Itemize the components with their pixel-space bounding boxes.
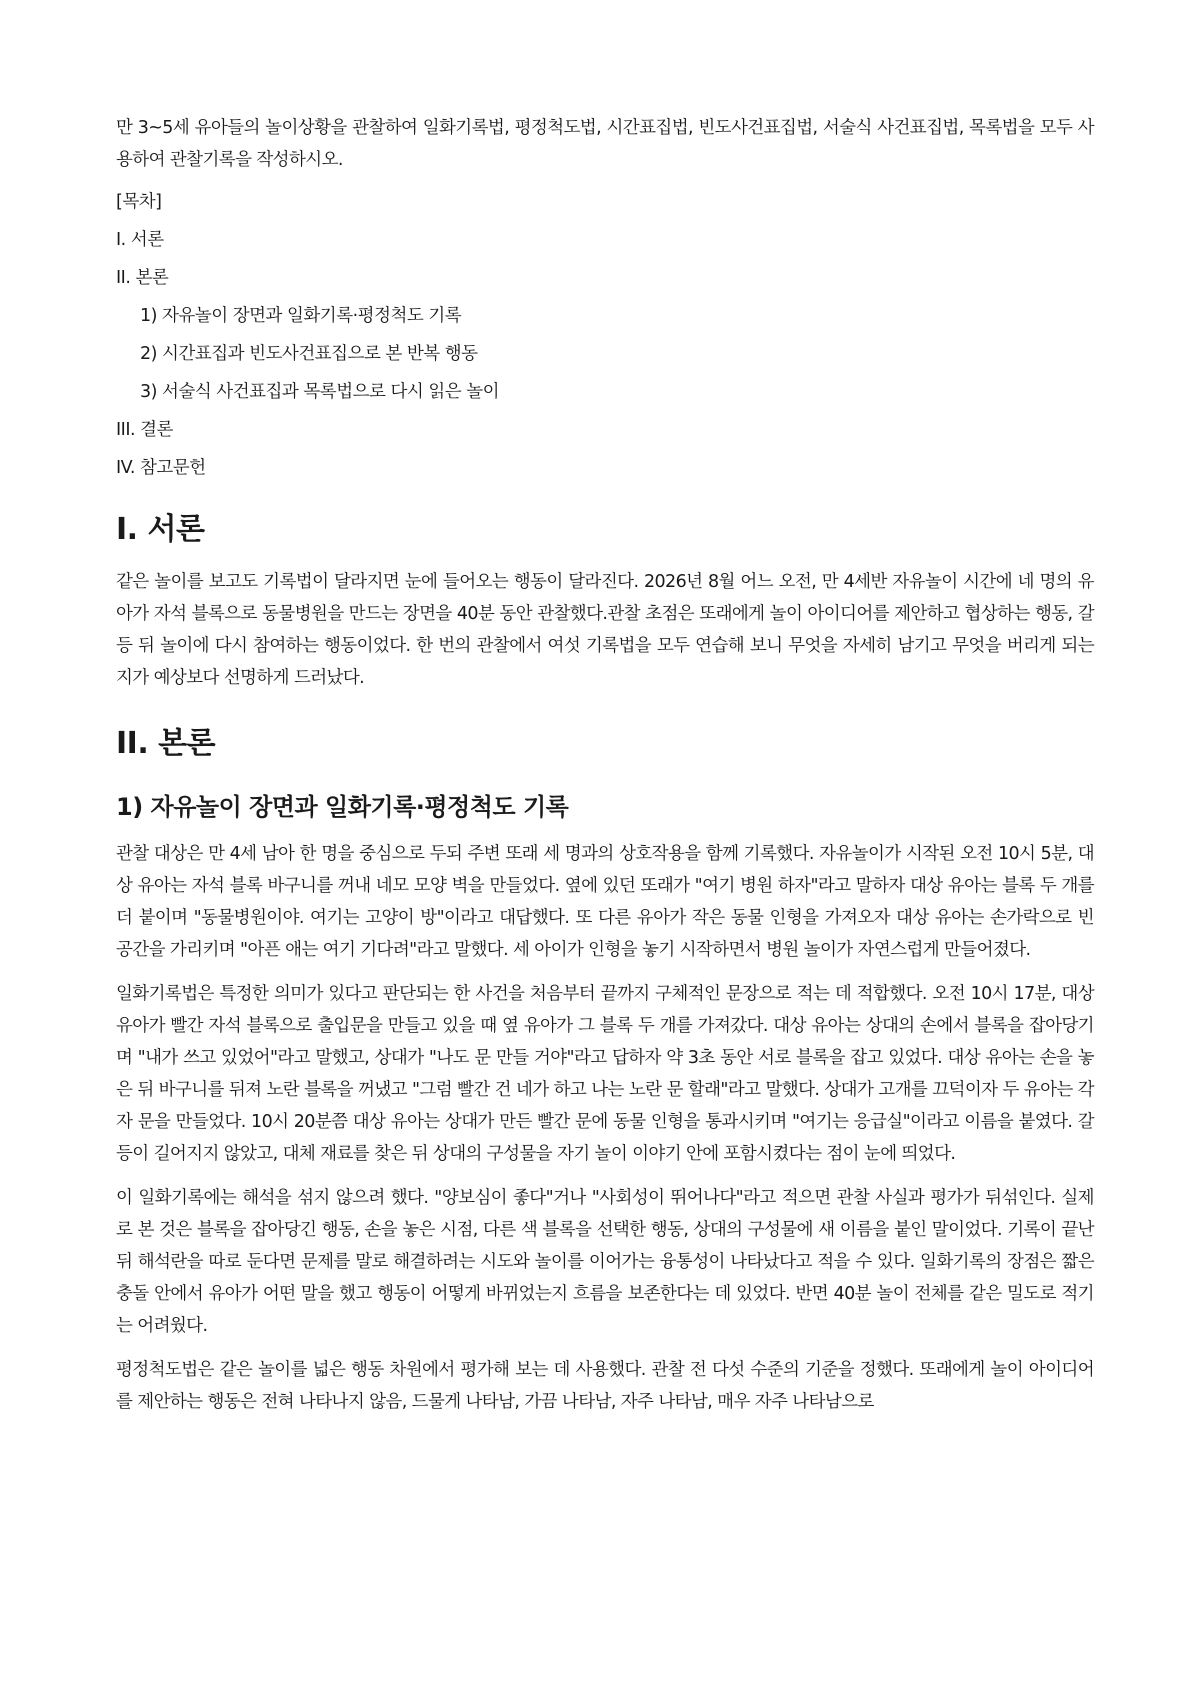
toc-item-references: IV. 참고문헌 (116, 458, 206, 478)
section-heading-introduction: I. 서론 (116, 512, 205, 547)
toc-item-body-2: 2) 시간표집과 빈도사건표집으로 본 반복 행동 (140, 344, 478, 364)
toc-item-intro: I. 서론 (116, 230, 164, 250)
body-paragraph: 평정척도법은 같은 놀이를 넓은 행동 차원에서 평가해 보는 데 사용했다. 관찰 전 다섯 수준의 기준을 정했다. 또래에게 놀이 아이디어를 제안하는 행동은 전혀 나타나지 않음, 드물게 나타남, 가끔 나타남, 자주 나타남, 매우 자주 나타남으로 (116, 1360, 1094, 1412)
toc-item-body-3: 3) 서술식 사건표집과 목록법으로 다시 읽은 놀이 (140, 382, 500, 402)
body-paragraph: 관찰 대상은 만 4세 남아 한 명을 중심으로 두되 주변 또래 세 명과의 상호작용을 함께 기록했다. 자유놀이가 시작된 오전 10시 5분, 대상 유아는 자석 블록 바구니를 꺼내 네모 모양 벽을 만들었다. 옆에 있던 또래가 "여기 병원 하자"라고 말하자 대상 유아는 블록 두 개를 더 붙이며 "동물병원이야. 여기는 고양이 방"이라고 대답했다. 또 다른 유아가 작은 동물 인형을 가져오자 대상 유아는 손가락으로 빈 공간을 가리키며 "아픈 애는 여기 기다려"라고 말했다. 세 아이가 인형을 놓기 시작하면서 병원 놀이가 자연스럽게 만들어졌다. (116, 844, 1094, 960)
body-paragraph: 일화기록법은 특정한 의미가 있다고 판단되는 한 사건을 처음부터 끝까지 구체적인 문장으로 적는 데 적합했다. 오전 10시 17분, 대상 유아가 빨간 자석 블록으로 출입문을 만들고 있을 때 옆 유아가 그 블록 두 개를 가져갔다. 대상 유아는 상대의 손에서 블록을 잡아당기며 "내가 쓰고 있었어"라고 말했고, 상대가 "나도 문 만들 거야"라고 답하자 약 3초 동안 서로 블록을 잡고 있었다. 대상 유아는 손을 놓은 뒤 바구니를 뒤져 노란 블록을 꺼냈고 "그럼 빨간 건 네가 하고 나는 노란 문 할래"라고 말했다. 상대가 고개를 끄덕이자 두 유아는 각자 문을 만들었다. 10시 20분쯤 대상 유아는 상대가 만든 빨간 문에 동물 인형을 통과시키며 "여기는 응급실"이라고 이름을 붙였다. 갈등이 길어지지 않았고, 대체 재료를 찾은 뒤 상대의 구성물을 자기 놀이 이야기 안에 포함시켰다는 점이 눈에 띄었다. (116, 984, 1094, 1164)
toc-item-body-1: 1) 자유놀이 장면과 일화기록·평정척도 기록 (140, 306, 462, 326)
toc-heading: [목차] (116, 192, 162, 212)
subsection-heading-1: 1) 자유놀이 장면과 일화기록·평정척도 기록 (116, 793, 569, 821)
toc-item-body: II. 본론 (116, 268, 169, 288)
document-page (116, 112, 1094, 1430)
assignment-prompt: 만 3~5세 유아들의 놀이상황을 관찰하여 일화기록법, 평정척도법, 시간표집법, 빈도사건표집법, 서술식 사건표집법, 목록법을 모두 사용하여 관찰기록을 작성하시오. (116, 118, 1094, 170)
section-heading-body: II. 본론 (116, 726, 216, 761)
toc-item-conclusion: III. 결론 (116, 420, 173, 440)
body-paragraph: 이 일화기록에는 해석을 섞지 않으려 했다. "양보심이 좋다"거나 "사회성이 뛰어나다"라고 적으면 관찰 사실과 평가가 뒤섞인다. 실제로 본 것은 블록을 잡아당긴 행동, 손을 놓은 시점, 다른 색 블록을 선택한 행동, 상대의 구성물에 새 이름을 붙인 말이었다. 기록이 끝난 뒤 해석란을 따로 둔다면 문제를 말로 해결하려는 시도와 놀이를 이어가는 융통성이 나타났다고 적을 수 있다. 일화기록의 장점은 짧은 충돌 안에서 유아가 어떤 말을 했고 행동이 어떻게 바뀌었는지 흐름을 보존한다는 데 있었다. 반면 40분 놀이 전체를 같은 밀도로 적기는 어려웠다. (116, 1188, 1094, 1336)
introduction-paragraph: 같은 놀이를 보고도 기록법이 달라지면 눈에 들어오는 행동이 달라진다. 2026년 8월 어느 오전, 만 4세반 자유놀이 시간에 네 명의 유아가 자석 블록으로 동물병원을 만드는 장면을 40분 동안 관찰했다.관찰 초점은 또래에게 놀이 아이디어를 제안하고 협상하는 행동, 갈등 뒤 놀이에 다시 참여하는 행동이었다. 한 번의 관찰에서 여섯 기록법을 모두 연습해 보니 무엇을 자세히 남기고 무엇을 버리게 되는지가 예상보다 선명하게 드러났다. (116, 572, 1094, 688)
